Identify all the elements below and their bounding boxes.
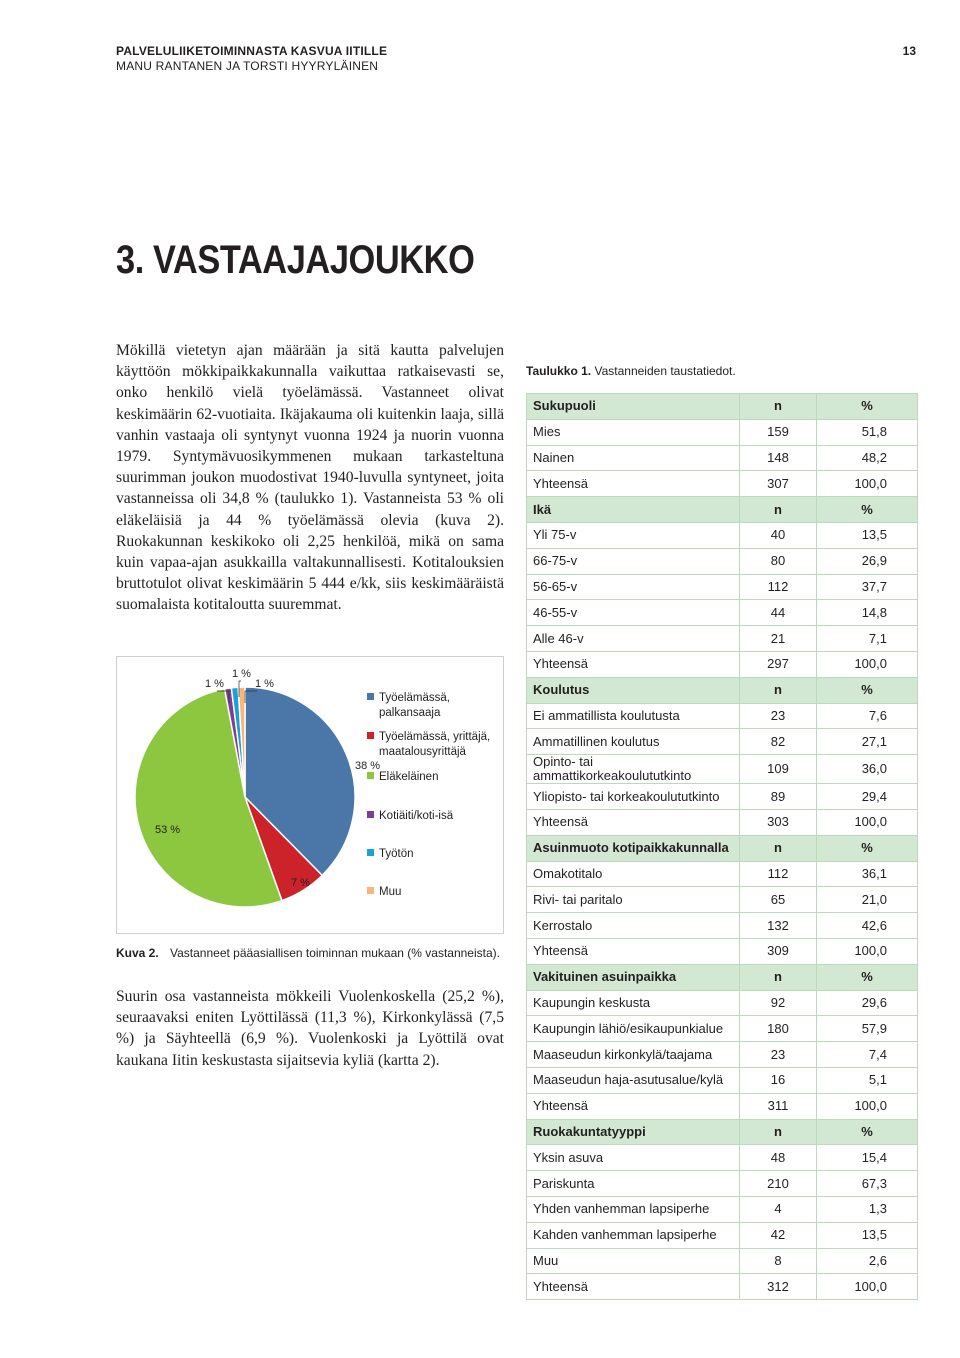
row-count: 112 (740, 574, 817, 600)
row-count: 210 (740, 1171, 817, 1197)
table-row (527, 1171, 918, 1197)
table-row (527, 784, 918, 810)
row-count: 312 (740, 1274, 817, 1300)
row-percent: 7,4 (817, 1042, 918, 1068)
row-percent: 27,1 (817, 729, 918, 755)
col-pct: % (817, 835, 918, 861)
row-percent: 100,0 (817, 1093, 918, 1119)
table-row (527, 861, 918, 887)
row-percent: 1,3 (817, 1196, 918, 1222)
table-section-header (527, 1119, 918, 1145)
table-row (527, 913, 918, 939)
row-count: 132 (740, 913, 817, 939)
row-count: 82 (740, 729, 817, 755)
row-count: 311 (740, 1093, 817, 1119)
row-percent: 13,5 (817, 522, 918, 548)
pie-data-label: 53 % (155, 824, 181, 836)
table-row (527, 1222, 918, 1248)
row-label: Yhteensä (527, 938, 740, 964)
row-label: Yhteensä (527, 809, 740, 835)
row-percent: 7,1 (817, 626, 918, 652)
row-count: 112 (740, 861, 817, 887)
table-row (527, 729, 918, 755)
row-percent: 100,0 (817, 1274, 918, 1300)
row-label: Yhteensä (527, 1274, 740, 1300)
table-row (527, 1248, 918, 1274)
row-percent: 100,0 (817, 809, 918, 835)
legend-swatch (367, 849, 374, 856)
row-label: Alle 46-v (527, 626, 740, 652)
row-count: 297 (740, 651, 817, 677)
table-caption-text: Vastanneiden taustatiedot. (594, 364, 736, 378)
row-percent: 67,3 (817, 1171, 918, 1197)
col-n: n (740, 677, 817, 703)
row-count: 307 (740, 471, 817, 497)
section-title: Ikä (527, 497, 740, 523)
table-section-header (527, 497, 918, 523)
pie-data-label: 1 % (255, 678, 274, 690)
pie-data-label: 1 % (205, 678, 224, 690)
table-section-header (527, 677, 918, 703)
col-pct: % (817, 1119, 918, 1145)
running-header (116, 44, 387, 74)
row-label: Kerrostalo (527, 913, 740, 939)
row-count: 89 (740, 784, 817, 810)
legend-swatch (367, 887, 374, 894)
table-row (527, 809, 918, 835)
row-count: 148 (740, 445, 817, 471)
row-percent: 100,0 (817, 938, 918, 964)
legend-swatch (367, 693, 374, 700)
row-label: Opinto- tai ammattikorkeakoulututkinto (527, 755, 740, 784)
row-count: 16 (740, 1067, 817, 1093)
row-count: 21 (740, 626, 817, 652)
row-label: 56-65-v (527, 574, 740, 600)
col-n: n (740, 1119, 817, 1145)
table-section-header (527, 964, 918, 990)
pie-data-label: 7 % (291, 877, 310, 889)
section-title: Vakituinen asuinpaikka (527, 964, 740, 990)
row-label: Maaseudun haja-asutusalue/kylä (527, 1067, 740, 1093)
row-count: 4 (740, 1196, 817, 1222)
row-percent: 29,4 (817, 784, 918, 810)
table-row (527, 1145, 918, 1171)
row-count: 303 (740, 809, 817, 835)
table-row (527, 471, 918, 497)
row-label: Yli 75-v (527, 522, 740, 548)
table-section-header (527, 394, 918, 420)
row-percent: 26,9 (817, 548, 918, 574)
page-number: 13 (902, 44, 916, 58)
pie-data-label: 38 % (355, 760, 381, 772)
row-label: Muu (527, 1248, 740, 1274)
row-percent: 21,0 (817, 887, 918, 913)
row-percent: 5,1 (817, 1067, 918, 1093)
row-label: Yhteensä (527, 471, 740, 497)
section-title: Sukupuoli (527, 394, 740, 420)
section-title: Ruokakuntatyyppi (527, 1119, 740, 1145)
row-label: Yhteensä (527, 1093, 740, 1119)
row-percent: 42,6 (817, 913, 918, 939)
legend-swatch (367, 732, 374, 739)
row-label: Yliopisto- tai korkeakoulututkinto (527, 784, 740, 810)
row-percent: 29,6 (817, 990, 918, 1016)
header-title: PALVELULIIKETOIMINNASTA KASVUA IITILLE (116, 44, 388, 58)
col-n: n (740, 497, 817, 523)
row-label: 46-55-v (527, 600, 740, 626)
table-row (527, 1196, 918, 1222)
row-label: Ammatillinen koulutus (527, 729, 740, 755)
row-percent: 7,6 (817, 703, 918, 729)
row-count: 42 (740, 1222, 817, 1248)
pie-chart (117, 657, 503, 933)
table-row (527, 1016, 918, 1042)
table-row (527, 445, 918, 471)
col-n: n (740, 964, 817, 990)
body-paragraph-1: Mökillä vietetyn ajan määrään ja sitä kautta palvelujen käyttöön mökkipaikkakunnalla vaikuttaa ratkaisevasti se, onko henkilö vielä työelämässä. Vastanneet olivat keskimäärin 62-vuotiaita. Ikäjakauma oli kuitenkin laaja, sillä vanhin vastaaja oli syntynyt vuonna 1924 ja nuorin vuonna 1979. Syntymävuosikymmenen mukaan tarkasteltuna suurimman joukon muodostivat 1940-luvulla syntyneet, joita vastanneissa oli 34,8 % (taulukko 1). Vastanneista 53 % oli eläkeläisiä ja 44 % työelämässä olevia (kuva 2). Ruokakunnan keskikoko oli 2,25 henkilöä, mikä on sama kuin vapaa-ajan asukkailla valtakunnallisesti. Kotitalouksien bruttotulot olivat keskimäärin 5 444 e/kk, siis keskimääräistä suomalaista kotitaloutta suuremmat. (116, 342, 504, 614)
row-count: 44 (740, 600, 817, 626)
pie-chart-figure (116, 656, 504, 934)
table-row (527, 651, 918, 677)
row-count: 159 (740, 419, 817, 445)
row-count: 180 (740, 1016, 817, 1042)
figure-caption-label: Kuva 2. (116, 946, 159, 960)
legend-label: Muu (379, 886, 402, 898)
col-pct: % (817, 394, 918, 420)
table-row (527, 1042, 918, 1068)
figure-caption (116, 946, 500, 960)
pie-data-label: 1 % (232, 668, 251, 680)
table-row (527, 600, 918, 626)
table-row (527, 548, 918, 574)
legend-label: Eläkeläinen (379, 771, 439, 783)
table-row (527, 419, 918, 445)
row-percent: 15,4 (817, 1145, 918, 1171)
row-count: 23 (740, 1042, 817, 1068)
row-percent: 2,6 (817, 1248, 918, 1274)
row-percent: 36,0 (817, 755, 918, 784)
table-row (527, 990, 918, 1016)
legend-label: Työelämässä, yrittäjä, maatalousyrittäjä (379, 731, 491, 758)
row-label: Yhteensä (527, 651, 740, 677)
row-label: Yksin asuva (527, 1145, 740, 1171)
section-title: Koulutus (527, 677, 740, 703)
col-pct: % (817, 497, 918, 523)
row-count: 80 (740, 548, 817, 574)
row-label: Omakotitalo (527, 861, 740, 887)
row-label: Rivi- tai paritalo (527, 887, 740, 913)
row-label: Mies (527, 419, 740, 445)
table-row (527, 626, 918, 652)
row-label: Kahden vanhemman lapsiperhe (527, 1222, 740, 1248)
row-percent: 100,0 (817, 471, 918, 497)
row-label: Yhden vanhemman lapsiperhe (527, 1196, 740, 1222)
row-count: 109 (740, 755, 817, 784)
legend-label: Työtön (379, 848, 414, 860)
row-percent: 13,5 (817, 1222, 918, 1248)
row-percent: 57,9 (817, 1016, 918, 1042)
figure-caption-text: Vastanneet pääasiallisen toiminnan mukaan (% vastanneista). (170, 946, 500, 960)
row-label: Ei ammatillista koulutusta (527, 703, 740, 729)
legend-swatch (367, 811, 374, 818)
header-authors: MANU RANTANEN JA TORSTI HYYRYLÄINEN (116, 59, 379, 73)
table-row (527, 574, 918, 600)
table-row (527, 703, 918, 729)
col-pct: % (817, 677, 918, 703)
table-section-header (527, 835, 918, 861)
row-count: 23 (740, 703, 817, 729)
row-percent: 100,0 (817, 651, 918, 677)
body-paragraph-2: Suurin osa vastanneista mökkeili Vuolenkoskella (25,2 %), seuraavaksi eniten Lyöttilässä (11,3 %), Kirkonkylässä (7,5 %) ja Säyhteellä (6,9 %). Vuolenkoski ja Lyöttilä ovat kaukana Iitin keskustasta sijaitsevia kyliä (kartta 2). (116, 988, 504, 1069)
table-row (527, 938, 918, 964)
row-count: 48 (740, 1145, 817, 1171)
row-count: 8 (740, 1248, 817, 1274)
row-percent: 51,8 (817, 419, 918, 445)
row-percent: 48,2 (817, 445, 918, 471)
row-count: 65 (740, 887, 817, 913)
row-label: Nainen (527, 445, 740, 471)
section-title: Asuinmuoto kotipaikkakunnalla (527, 835, 740, 861)
legend-label: Kotiäiti/koti-isä (379, 810, 454, 822)
legend-swatch (367, 772, 374, 779)
row-label: Kaupungin keskusta (527, 990, 740, 1016)
table-row (527, 1067, 918, 1093)
background-table (526, 393, 918, 1300)
row-count: 40 (740, 522, 817, 548)
row-count: 92 (740, 990, 817, 1016)
row-label: Kaupungin lähiö/esikaupunkialue (527, 1016, 740, 1042)
table-row (527, 522, 918, 548)
table-row (527, 887, 918, 913)
row-label: 66-75-v (527, 548, 740, 574)
row-percent: 37,7 (817, 574, 918, 600)
col-n: n (740, 835, 817, 861)
chapter-title: 3. VASTAAJAJOUKKO (116, 238, 475, 282)
table-row (527, 755, 918, 784)
legend-label: Työelämässä, palkansaaja (379, 692, 450, 719)
table-caption (526, 364, 736, 378)
row-count: 309 (740, 938, 817, 964)
table-row (527, 1274, 918, 1300)
col-n: n (740, 394, 817, 420)
row-percent: 36,1 (817, 861, 918, 887)
table-row (527, 1093, 918, 1119)
row-label: Pariskunta (527, 1171, 740, 1197)
row-label: Maaseudun kirkonkylä/taajama (527, 1042, 740, 1068)
col-pct: % (817, 964, 918, 990)
row-percent: 14,8 (817, 600, 918, 626)
table-caption-label: Taulukko 1. (526, 364, 592, 378)
